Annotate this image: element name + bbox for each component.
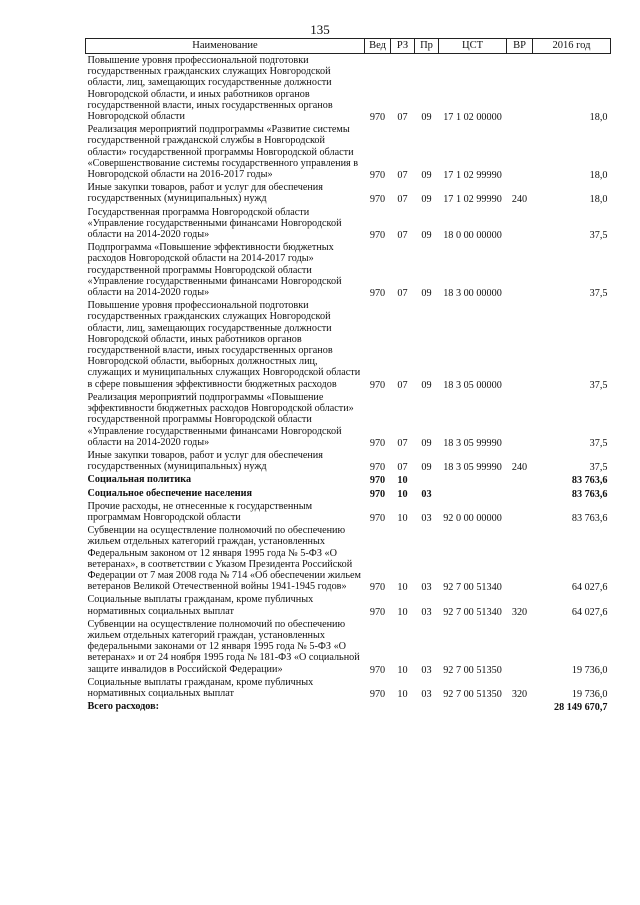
table-body	[86, 54, 611, 714]
cell-amount: 64 027,6	[571, 582, 608, 594]
cell-vr: 320	[511, 688, 528, 700]
cell-rz: 07	[397, 194, 408, 206]
cell-cst: 92 0 00 00000	[443, 512, 502, 524]
cell-ved: 970	[369, 488, 386, 500]
header-cst: ЦСТ	[439, 39, 507, 54]
cell-ved: 970	[369, 664, 386, 676]
cell-amount: 28 149 670,7	[554, 702, 608, 714]
header-ved: Вед	[365, 39, 391, 54]
cell-pr	[415, 473, 439, 486]
cell-rz: 07	[397, 230, 408, 242]
cell-rz: 07	[397, 379, 408, 391]
cell-ved: 970	[369, 170, 386, 182]
cell-cst: 17 1 02 99990	[443, 194, 502, 206]
cell-vr	[507, 391, 533, 449]
table-row	[86, 299, 611, 391]
cell-rz	[391, 700, 415, 713]
cell-ved: 970	[369, 379, 386, 391]
cell-cst: 92 7 00 51350	[443, 664, 502, 676]
cell-amount: 18,0	[589, 194, 608, 206]
cell-pr: 09	[421, 437, 432, 449]
cell-vr	[507, 500, 533, 524]
cell-ved: 970	[369, 512, 386, 524]
cell-name: Социальная политика	[87, 474, 192, 486]
cell-amount: 83 763,6	[571, 512, 608, 524]
header-pr: Пр	[415, 39, 439, 54]
cell-rz: 10	[397, 664, 408, 676]
cell-amount: 18,0	[589, 170, 608, 182]
cell-vr: 240	[511, 462, 528, 474]
cell-vr	[507, 299, 533, 391]
table-header-row	[86, 39, 611, 54]
cell-vr: 320	[511, 606, 528, 618]
table-row	[86, 473, 611, 486]
table-row	[86, 181, 611, 205]
cell-ved: 970	[369, 606, 386, 618]
cell-rz: 07	[397, 462, 408, 474]
cell-pr: 09	[421, 379, 432, 391]
cell-rz: 10	[397, 475, 408, 487]
cell-amount: 19 736,0	[571, 688, 608, 700]
cell-vr: 240	[511, 194, 528, 206]
cell-rz: 07	[397, 437, 408, 449]
cell-name: Иные закупки товаров, работ и услуг для обеспечения государственных (муниципальных) нужд	[87, 449, 323, 473]
table-row	[86, 618, 611, 676]
table-row	[86, 487, 611, 500]
cell-pr: 03	[421, 512, 432, 524]
table-row	[86, 123, 611, 181]
header-amount: 2016 год	[533, 39, 611, 54]
cell-name: Государственная программа Новгородской области «Управление государственными финансами Новгородской области на 2014-2020 годы»	[87, 206, 342, 241]
cell-cst	[439, 473, 507, 486]
cell-name: Социальные выплаты гражданам, кроме публичных нормативных социальных выплат	[87, 594, 314, 617]
cell-name: Прочие расходы, не отнесенные к государственным программам Новгородской области	[87, 500, 313, 523]
cell-pr: 03	[421, 606, 432, 618]
cell-name: Всего расходов:	[87, 701, 160, 713]
cell-name: Субвенции на осуществление полномочий по обеспечению жильем отдельных категорий граждан, установленных федеральными законами от 12 января 1995 года № 5-ФЗ «О ветеранах» и от 24 ноября 1995 года № 181-ФЗ «О социальной защите инвалидов в Российской Федерации»	[87, 618, 360, 675]
cell-ved: 970	[369, 462, 386, 474]
cell-cst: 18 3 05 99990	[443, 462, 502, 474]
cell-vr	[507, 54, 533, 124]
table-row	[86, 206, 611, 242]
cell-name: Социальное обеспечение населения	[87, 487, 253, 499]
cell-cst: 92 7 00 51340	[443, 582, 502, 594]
cell-amount: 37,5	[589, 230, 608, 242]
cell-rz: 07	[397, 112, 408, 124]
table-row	[86, 391, 611, 449]
cell-pr: 09	[421, 194, 432, 206]
cell-cst: 18 3 00 00000	[443, 288, 502, 300]
cell-cst: 18 3 05 99990	[443, 437, 502, 449]
cell-name: Субвенции на осуществление полномочий по обеспечению жильем отдельных категорий граждан, установленных Федеральным законом от 12 января 1995 года № 5-ФЗ «О ветеранах», в соответствии с Указом Президента Российской Федерации от 7 мая 2008 года № 714 «Об обеспечении жильем ветеранов Великой Отечественной войны 1941-1945 годов»	[87, 525, 361, 593]
cell-amount: 18,0	[589, 112, 608, 124]
table-row	[86, 500, 611, 524]
cell-cst: 18 0 00 00000	[443, 230, 502, 242]
header-rz: РЗ	[391, 39, 415, 54]
cell-ved: 970	[369, 230, 386, 242]
cell-amount: 64 027,6	[571, 606, 608, 618]
header-vr: ВР	[507, 39, 533, 54]
cell-cst: 18 3 05 00000	[443, 379, 502, 391]
cell-rz: 10	[397, 606, 408, 618]
cell-name: Социальные выплаты гражданам, кроме публичных нормативных социальных выплат	[87, 676, 314, 699]
cell-vr	[507, 700, 533, 713]
cell-cst: 92 7 00 51350	[443, 688, 502, 700]
cell-pr: 09	[421, 112, 432, 124]
cell-ved: 970	[369, 288, 386, 300]
table-row	[86, 700, 611, 713]
cell-pr	[415, 700, 439, 713]
cell-amount: 37,5	[589, 288, 608, 300]
cell-rz: 07	[397, 288, 408, 300]
cell-ved: 970	[369, 582, 386, 594]
cell-name: Повышение уровня профессиональной подготовки государственных гражданских служащих Новгородской области, лиц, замещающих государственные должности Новгородской области, иных работников органов государственной власти, иных государственных органов Новгородской области, выборных должностных лиц, служащих и муниципальных служащих Новгородской области в сфере повышения эффективности бюджетных расходов	[87, 300, 361, 390]
cell-pr: 03	[421, 664, 432, 676]
cell-name: Иные закупки товаров, работ и услуг для обеспечения государственных (муниципальных) нужд	[87, 182, 323, 205]
cell-vr	[507, 123, 533, 181]
table-row	[86, 241, 611, 299]
table-row	[86, 54, 611, 124]
cell-rz: 10	[397, 488, 408, 500]
cell-rz: 10	[397, 512, 408, 524]
cell-ved: 970	[369, 475, 386, 487]
cell-pr: 03	[421, 688, 432, 700]
cell-amount: 37,5	[589, 462, 608, 474]
cell-vr	[507, 241, 533, 299]
table-row	[86, 524, 611, 593]
cell-amount: 37,5	[589, 379, 608, 391]
cell-cst	[439, 700, 507, 713]
cell-ved	[365, 700, 391, 713]
cell-name: Реализация мероприятий подпрограммы «Развитие системы государственной гражданской службы в Новгородской области» государственной программы Новгородской области «Совершенствование системы государственного управления в Новгородской области на 2016-2017 годы»	[87, 124, 359, 181]
cell-vr	[507, 524, 533, 593]
cell-rz: 10	[397, 582, 408, 594]
cell-pr: 09	[421, 288, 432, 300]
cell-pr: 09	[421, 462, 432, 474]
table-row	[86, 593, 611, 617]
cell-cst: 17 1 02 00000	[443, 112, 502, 124]
cell-amount: 83 763,6	[571, 488, 608, 500]
cell-rz: 07	[397, 170, 408, 182]
cell-vr	[507, 206, 533, 242]
cell-vr	[507, 618, 533, 676]
cell-ved: 970	[369, 194, 386, 206]
cell-ved: 970	[369, 688, 386, 700]
table-row	[86, 449, 611, 473]
cell-amount: 37,5	[589, 437, 608, 449]
budget-table	[85, 38, 611, 713]
cell-amount: 83 763,6	[571, 475, 608, 487]
cell-amount: 19 736,0	[571, 664, 608, 676]
cell-vr	[507, 473, 533, 486]
cell-pr: 09	[421, 170, 432, 182]
cell-ved: 970	[369, 437, 386, 449]
header-name: Наименование	[86, 39, 365, 54]
cell-name: Реализация мероприятий подпрограммы «Повышение эффективности бюджетных расходов Новгородской области» государственной программы Новгородской области «Управление государственными финансами Новгородской области на 2014-2020 годы»	[87, 391, 354, 448]
cell-ved: 970	[369, 112, 386, 124]
cell-rz: 10	[397, 688, 408, 700]
cell-cst: 92 7 00 51340	[443, 606, 502, 618]
cell-pr: 03	[421, 488, 432, 500]
cell-cst: 17 1 02 99990	[443, 170, 502, 182]
cell-vr	[507, 487, 533, 500]
page-number: 135	[310, 22, 330, 37]
cell-name: Подпрограмма «Повышение эффективности бюджетных расходов Новгородской области на 2014-2017 годы» государственной программы Новгородской области «Управление государственными финансами Новгородской области на 2014-2020 годы»	[87, 242, 342, 299]
cell-name: Повышение уровня профессиональной подготовки государственных гражданских служащих Новгородской области, лиц, замещающих государственные должности Новгородской области, и иных работников органов государственной власти, иных государственных органов Новгородской области	[87, 55, 333, 123]
cell-pr: 09	[421, 230, 432, 242]
table-row	[86, 676, 611, 700]
cell-pr: 03	[421, 582, 432, 594]
cell-cst	[439, 487, 507, 500]
